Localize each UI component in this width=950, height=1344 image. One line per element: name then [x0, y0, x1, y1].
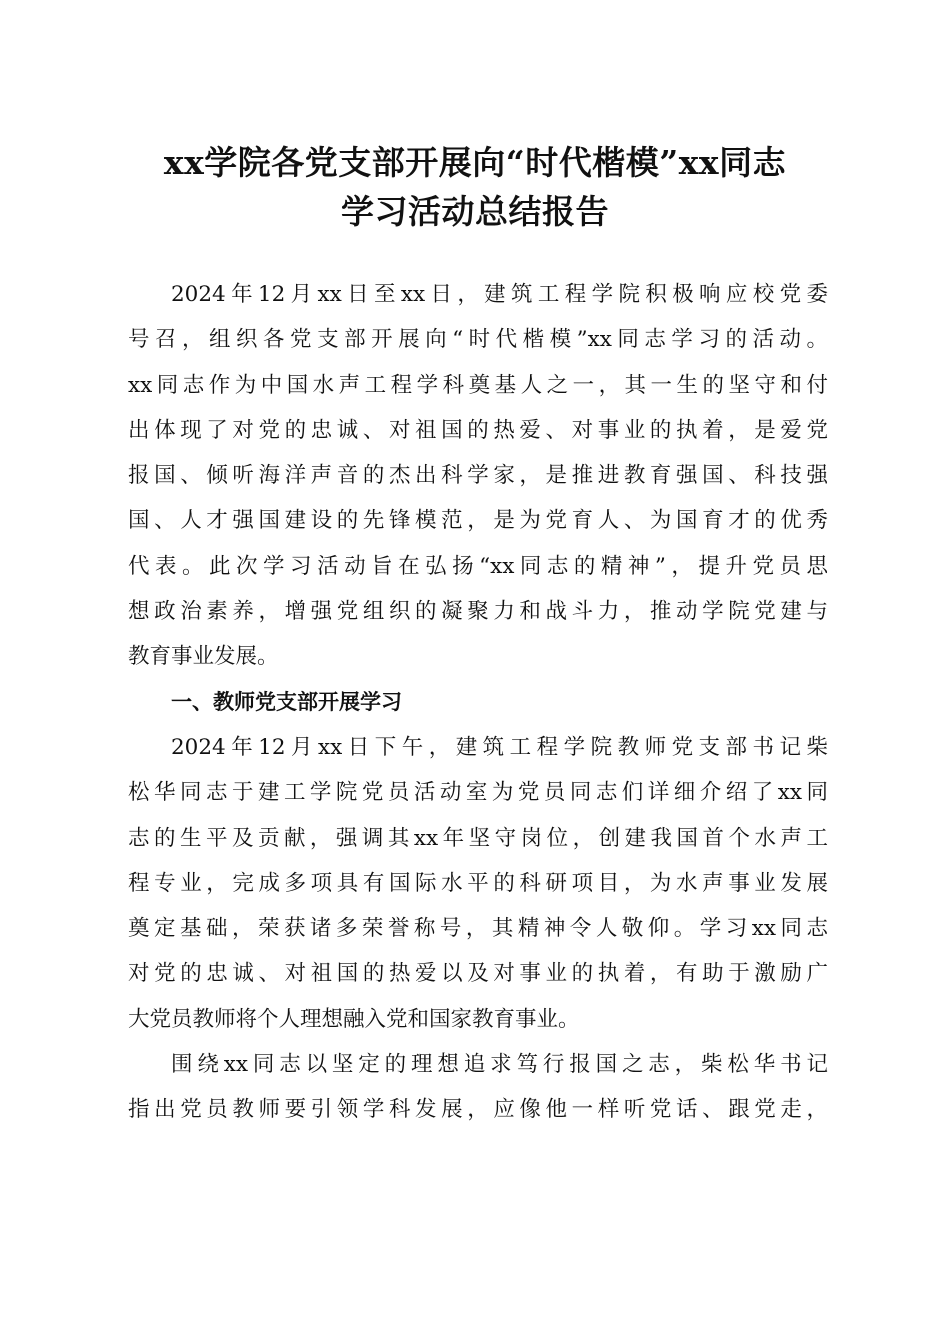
document-title	[100, 138, 850, 236]
title-line-1: xx学院各党支部开展向“时代楷模”xx同志	[163, 143, 787, 182]
document-body	[128, 272, 828, 1133]
title-line-2: 学习活动总结报告	[341, 192, 609, 231]
paragraph-2-line: 松华同志于建工学院党员活动室为党员同志们详细介绍了xx同	[128, 780, 828, 806]
paragraph-2-line: 大党员教师将个人理想融入党和国家教育事业。	[128, 1006, 580, 1032]
paragraph-3-line: 指出党员教师要引领学科发展，应像他一样听党话、跟党走，	[128, 1097, 828, 1123]
paragraph-1-line: 想政治素养，增强党组织的凝聚力和战斗力，推动学院党建与	[128, 599, 828, 625]
paragraph-1-line: 出体现了对党的忠诚、对祖国的热爱、对事业的执着，是爱党	[128, 417, 828, 443]
paragraph-2-line: 志的生平及贡献，强调其xx年坚守岗位，创建我国首个水声工	[128, 825, 828, 851]
paragraph-1-line: 2024年12月xx日至xx日，建筑工程学院积极响应校党委	[171, 282, 828, 307]
paragraph-1-line: 号召，组织各党支部开展向“时代楷模”xx同志学习的活动。	[128, 327, 828, 353]
paragraph-3-line: 围绕xx同志以坚定的理想追求笃行报国之志，柴松华书记	[171, 1052, 828, 1078]
paragraph-1-line: 教育事业发展。	[128, 644, 279, 670]
paragraph-1-line: 国、人才强国建设的先锋模范，是为党育人、为国育才的优秀	[128, 508, 828, 534]
paragraph-2-line: 奠定基础，荣获诸多荣誉称号，其精神令人敬仰。学习xx同志	[128, 916, 828, 942]
paragraph-1-line: 代表。此次学习活动旨在弘扬“xx同志的精神”，提升党员思	[128, 553, 828, 579]
paragraph-2-line: 2024年12月xx日下午，建筑工程学院教师党支部书记柴	[171, 734, 828, 760]
paragraph-2-line: 程专业，完成多项具有国际水平的科研项目，为水声事业发展	[128, 870, 828, 896]
paragraph-2-line: 对党的忠诚、对祖国的热爱以及对事业的执着，有助于激励广	[128, 961, 828, 987]
paragraph-1-line: xx同志作为中国水声工程学科奠基人之一，其一生的坚守和付	[128, 372, 828, 398]
paragraph-1-line: 报国、倾听海洋声音的杰出科学家，是推进教育强国、科技强	[128, 463, 828, 489]
section-1-heading: 一、教师党支部开展学习	[171, 689, 402, 714]
